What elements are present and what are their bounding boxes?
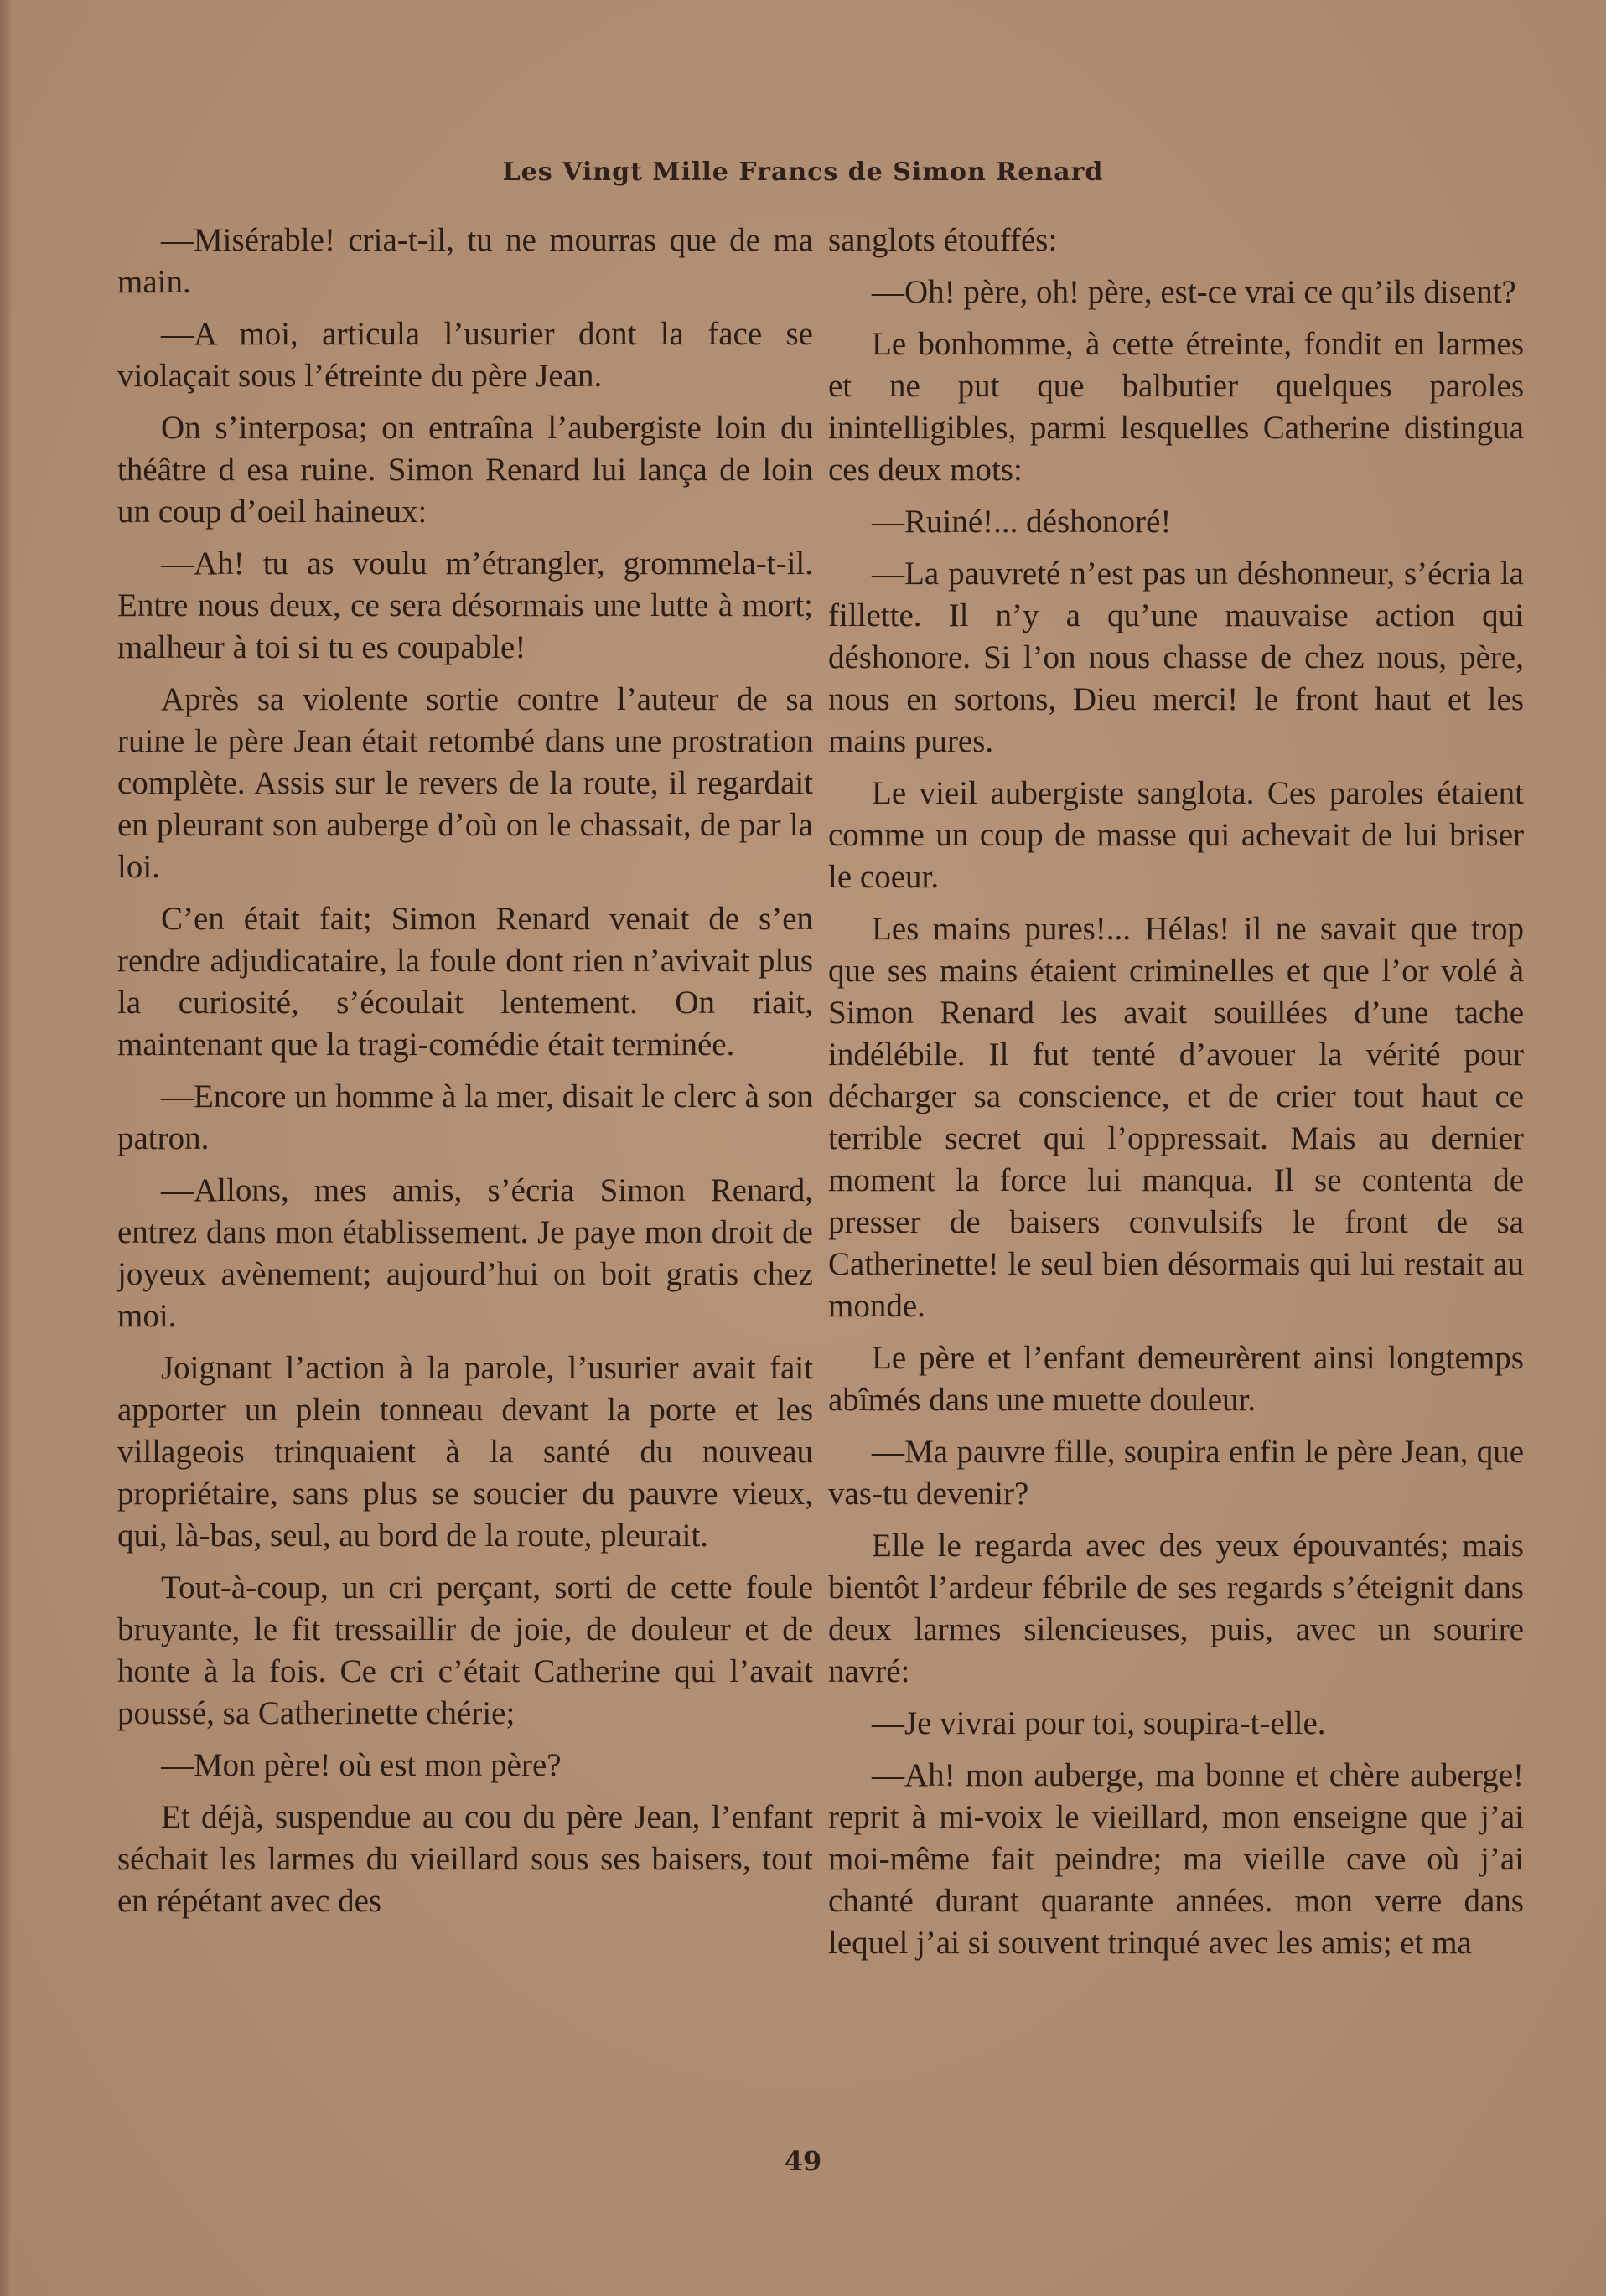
paragraph: —Ma pauvre fille, soupira enfin le père Jean, que vas-tu devenir? <box>828 1434 1524 1512</box>
paragraph: —Encore un homme à la mer, disait le clerc à son patron. <box>117 1078 813 1156</box>
paragraph: —Oh! père, oh! père, est-ce vrai ce qu’ils disent? <box>872 274 1516 310</box>
paragraph: —Mon père! où est mon père? <box>161 1747 562 1783</box>
paragraph: —A moi, articula l’usurier dont la face se violaçait sous l’étreinte du père Jean. <box>117 316 813 394</box>
paragraph: Après sa violente sortie contre l’auteur de sa ruine le père Jean était retombé dans une prostration complète. Assis sur le revers de la route, il regardait en pleurant son auberge d’où on le chassait, de par la loi. <box>117 681 813 885</box>
paragraph: —Misérable! cria-t-il, tu ne mourras que de ma main. <box>117 222 813 300</box>
paragraph: On s’interposa; on entraîna l’aubergiste loin du théâtre d esa ruine. Simon Renard lui lança de loin un coup d’oeil haineux: <box>117 410 813 530</box>
paragraph: —Ruiné!... déshonoré! <box>872 504 1172 540</box>
paragraph: —La pauvreté n’est pas un déshonneur, s’écria la fillette. Il n’y a qu’une mauvaise action qui déshonore. Si l’on nous chasse de chez nous, père, nous en sortons, Dieu merci! le front haut et les mains pures. <box>828 556 1524 759</box>
paragraph: Le père et l’enfant demeurèrent ainsi longtemps abîmés dans une muette douleur. <box>828 1340 1524 1418</box>
page-edge <box>0 0 12 2296</box>
paragraph: —Ah! tu as voulu m’étrangler, grommela-t-il. Entre nous deux, ce sera désormais une lutte à mort; malheur à toi si tu es coupable! <box>117 546 813 665</box>
paragraph: Joignant l’action à la parole, l’usurier avait fait apporter un plein tonneau devant la porte et les villageois trinquaient à la santé du nouveau propriétaire, sans plus se soucier du pauvre vieux, qui, là-bas, seul, au bord de la route, pleurait. <box>117 1350 813 1554</box>
paragraph: Tout-à-coup, un cri perçant, sorti de cette foule bruyante, le fit tressaillir de joie, de douleur et de honte à la fois. Ce cri c’était Catherine qui l’avait poussé, sa Catherinette chérie; <box>117 1569 813 1731</box>
page-number: 49 <box>784 2145 822 2177</box>
paragraph: Et déjà, suspendue au cou du père Jean, l’enfant séchait les larmes du vieillard sous ses baisers, tout en répétant avec des <box>117 1799 813 1919</box>
paragraph: Le vieil aubergiste sanglota. Ces paroles étaient comme un coup de masse qui achevait de lui briser le coeur. <box>828 775 1524 895</box>
paragraph: —Je vivrai pour toi, soupira-t-elle. <box>872 1705 1326 1741</box>
paragraph: C’en était fait; Simon Renard venait de s’en rendre adjudicataire, la foule dont rien n’avivait plus la curiosité, s’écoulait lentement. On riait, maintenant que la tragi-comédie était terminée. <box>117 901 813 1063</box>
running-head: Les Vingt Mille Francs de Simon Renard <box>502 158 1104 187</box>
paragraph-continuation: sanglots étouffés: <box>828 222 1058 258</box>
paragraph: Les mains pures!... Hélas! il ne savait que trop que ses mains étaient criminelles et que l’or volé à Simon Renard les avait souillées d’une tache indélébile. Il fut tenté d’avouer la vérité pour décharger sa conscience, et de crier tout haut ce terrible secret qui l’oppressait. Mais au dernier moment la force lui manqua. Il se contenta de presser de baisers convulsifs le front de sa Catherinette! le seul bien désormais qui lui restait au monde. <box>828 911 1524 1324</box>
paragraph: Le bonhomme, à cette étreinte, fondit en larmes et ne put que balbutier quelques paroles inintelligibles, parmi lesquelles Catherine distingua ces deux mots: <box>828 326 1524 488</box>
paragraph: Elle le regarda avec des yeux épouvantés; mais bientôt l’ardeur fébrile de ses regards s’éteignit dans deux larmes silencieuses, puis, avec un sourire navré: <box>828 1528 1524 1689</box>
right-column <box>828 220 1524 1974</box>
paragraph: —Allons, mes amis, s’écria Simon Renard, entrez dans mon établissement. Je paye mon droit de joyeux avènement; aujourd’hui on boit gratis chez moi. <box>117 1172 813 1334</box>
paragraph: —Ah! mon auberge, ma bonne et chère auberge! reprit à mi-voix le vieillard, mon enseigne que j’ai moi-même fait peindre; ma vieille cave où j’ai chanté durant quarante années. mon verre dans lequel j’ai si souvent trinqué avec les amis; et ma <box>828 1757 1524 1961</box>
left-column <box>117 220 813 1932</box>
